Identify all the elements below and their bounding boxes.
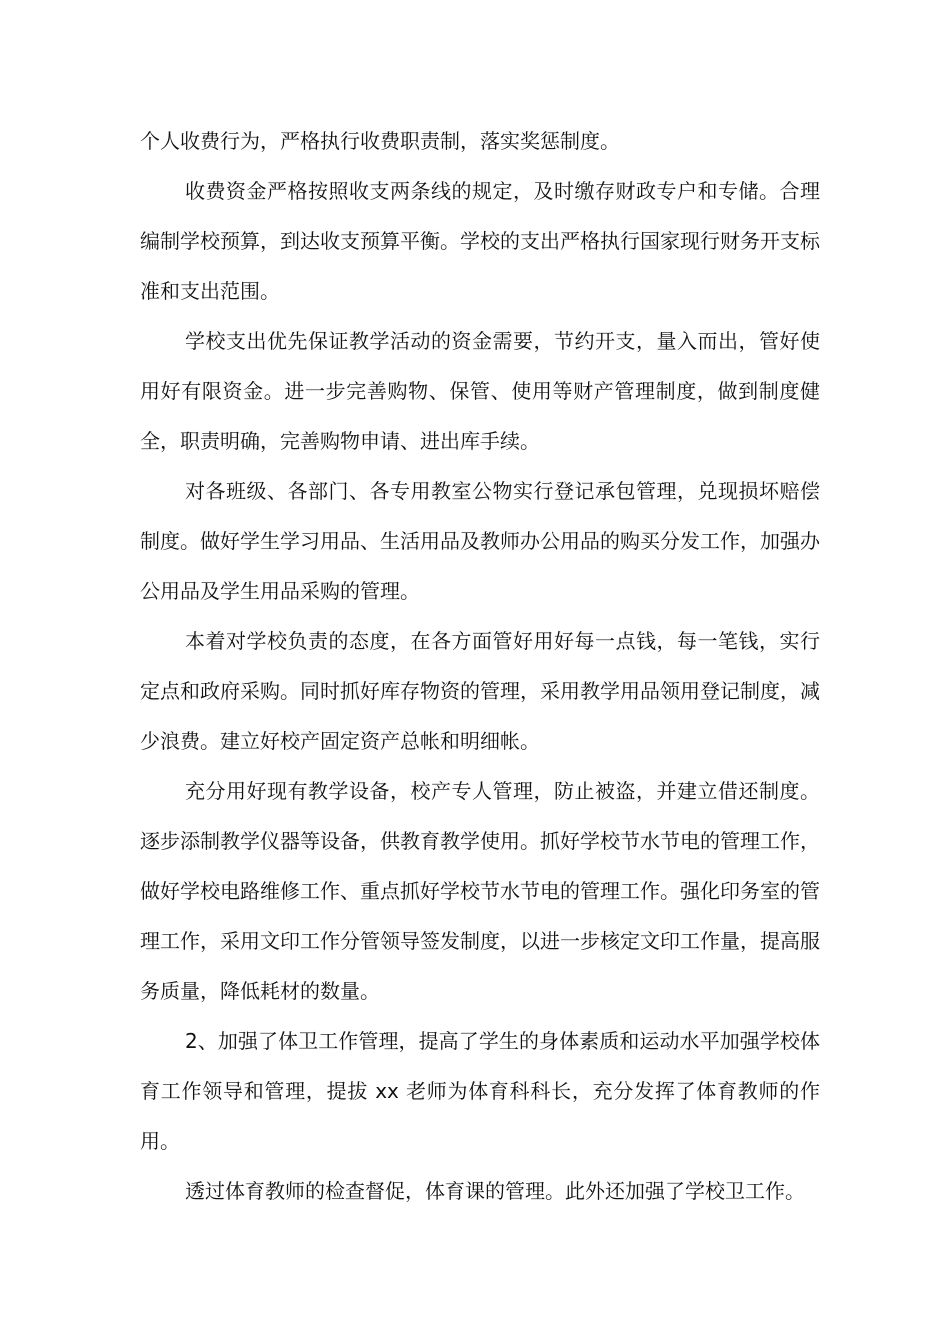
paragraph-pe-supervision: 透过体育教师的检查督促，体育课的管理。此外还加强了学校卫工作。 [185, 1179, 805, 1203]
paragraph-procurement: 本着对学校负责的态度，在各方面管好用好每一点钱，每一笔钱，实行定点和政府采购。同时抓好库存物资的管理，采用教学用品领用登记制度，减少浪费。建立好校产固定资产总帐和明细帐。 [140, 629, 820, 753]
paragraph-fee-funds: 收费资金严格按照收支两条线的规定，及时缴存财政专户和专储。合理编制学校预算，到达收支预算平衡。学校的支出严格执行国家现行财务开支标准和支出范围。 [140, 179, 820, 303]
paragraph-equipment-management: 充分用好现有教学设备，校产专人管理，防止被盗，并建立借还制度。逐步添制教学仪器等设备，供教育教学使用。抓好学校节水节电的管理工作，做好学校电路维修工作、重点抓好学校节水节电的管理工作。强化印务室的管理工作，采用文印工作分管领导签发制度，以进一步核定文印工作量，提高服务质量，降低耗材的数量。 [140, 779, 820, 1003]
paragraph-continuation: 个人收费行为，严格执行收费职责制，落实奖惩制度。 [140, 129, 620, 153]
paragraph-school-expenditure: 学校支出优先保证教学活动的资金需要，节约开支，量入而出，管好使用好有限资金。进一步完善购物、保管、使用等财产管理制度，做到制度健全，职责明确，完善购物申请、进出库手续。 [140, 329, 820, 453]
document-body [140, 116, 820, 1216]
paragraph-public-property: 对各班级、各部门、各专用教室公物实行登记承包管理，兑现损坏赔偿制度。做好学生学习用品、生活用品及教师办公用品的购买分发工作，加强办公用品及学生用品采购的管理。 [140, 479, 820, 603]
paragraph-sports-health: 2、加强了体卫工作管理，提高了学生的身体素质和运动水平加强学校体育工作领导和管理，提拔 xx 老师为体育科科长，充分发挥了体育教师的作用。 [140, 1029, 820, 1153]
